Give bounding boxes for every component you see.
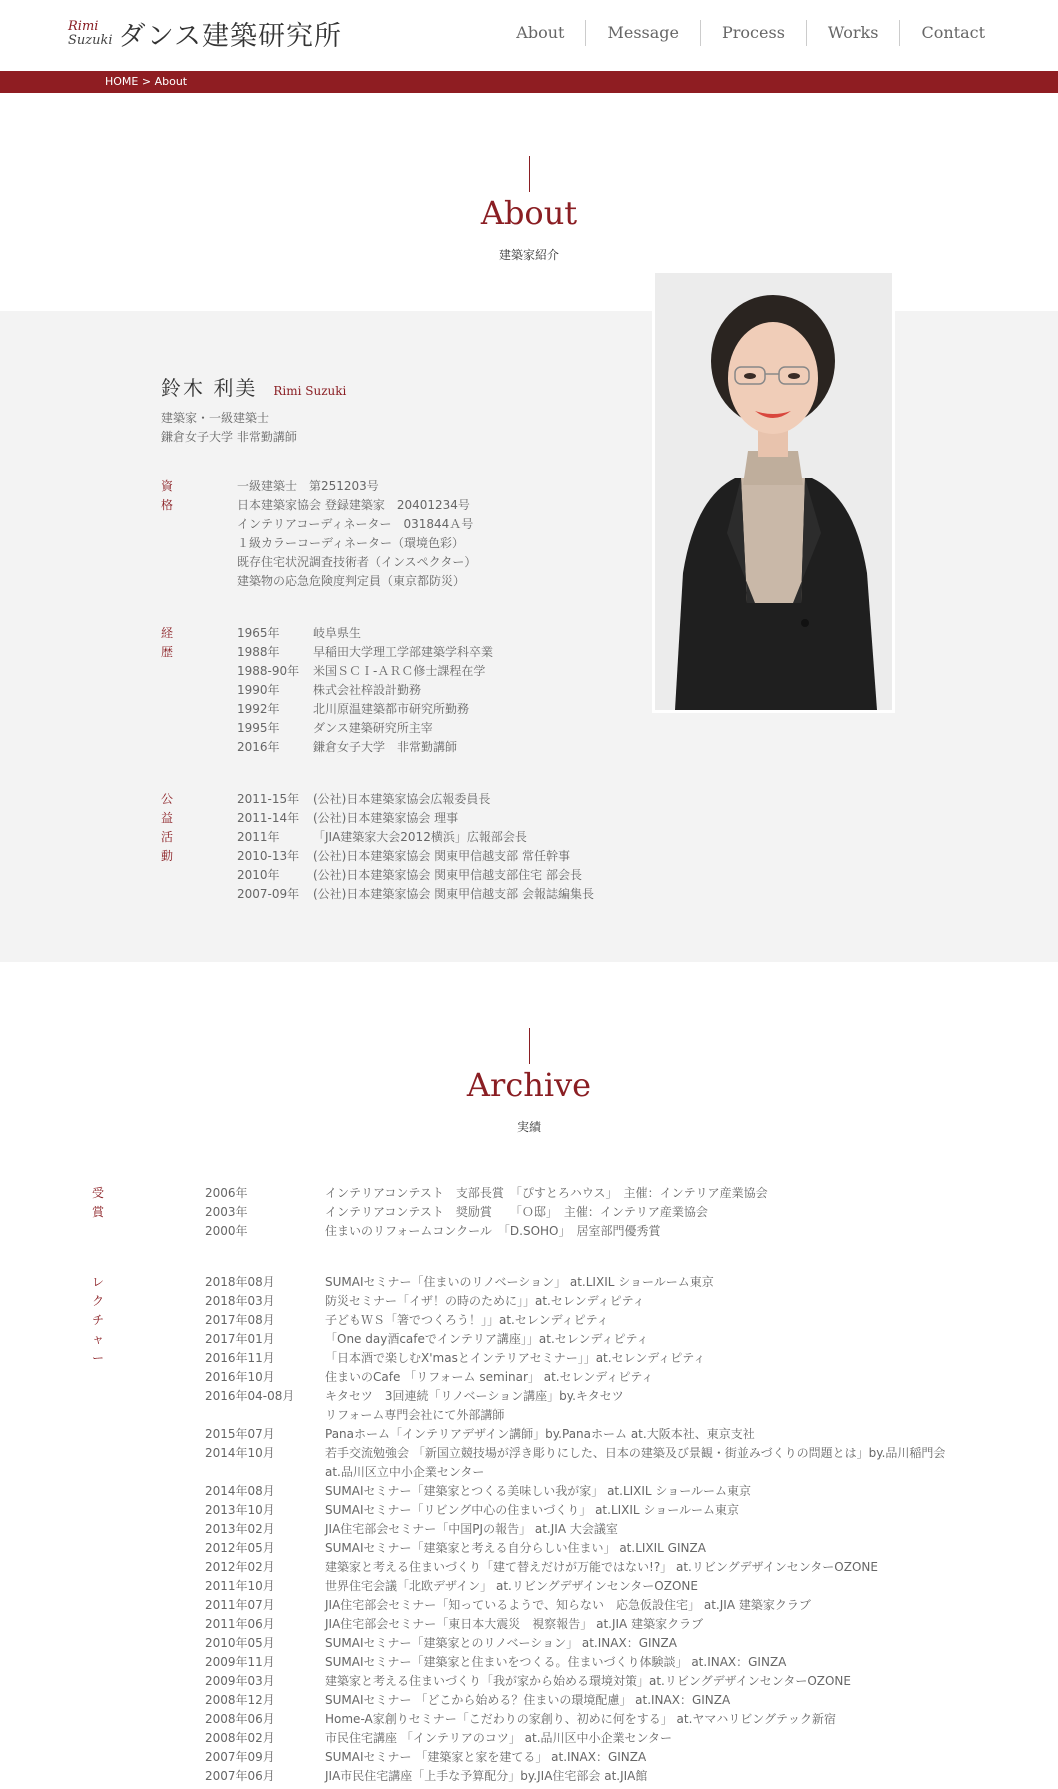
lecture-date: 2016年11月 — [205, 1351, 275, 1365]
breadcrumb-bar — [0, 71, 1058, 93]
career-row: 1965年 岐阜県生 — [237, 626, 362, 640]
lecture-row — [205, 1767, 945, 1786]
lecture-text: SUMAIセミナー「住まいのリノベーション」 at.LIXIL ショールーム東京 — [325, 1275, 714, 1289]
lecture-text: at.品川区立中小企業センター — [325, 1465, 485, 1479]
public-row: 2011-14年 (公社)日本建築家協会 理事 — [237, 811, 459, 825]
nav-about[interactable]: About — [516, 23, 565, 42]
lecture-date: 2007年06月 — [205, 1769, 275, 1783]
lecture-text: SUMAIセミナー「建築家と考える自分らしい住まい」 at.LIXIL GINZA — [325, 1541, 706, 1555]
portrait-image — [655, 273, 892, 710]
lectures-label: レクチャー — [92, 1275, 105, 1365]
career-row: 1990年 株式会社梓設計勤務 — [237, 683, 422, 697]
lecture-row — [205, 1520, 945, 1539]
lecture-row — [205, 1292, 945, 1311]
public-row: 2010年 (公社)日本建築家協会 関東甲信越支部住宅 部会長 — [237, 868, 582, 882]
lecture-text: SUMAIセミナー「リビング中心の住まいづくり」 at.LIXIL ショールーム東京 — [325, 1503, 739, 1517]
title-line: 鎌倉女子大学 非常勤講師 — [161, 430, 297, 444]
lecture-row — [205, 1463, 945, 1482]
lecture-text: 建築家と考える住まいづくり「我が家から始める環境対策」at.リビングデザインセンターOZONE — [325, 1674, 851, 1688]
lecture-row — [205, 1634, 945, 1653]
site-logo[interactable] — [68, 14, 342, 53]
archive-subtitle: 実績 — [516, 1120, 541, 1134]
lecture-date — [205, 1406, 325, 1425]
lecture-text: 住まいのCafe 「リフォーム seminar」 at.セレンディピティ — [325, 1370, 654, 1384]
breadcrumb[interactable]: HOME > About — [105, 75, 188, 88]
lecture-date: 2008年06月 — [205, 1712, 275, 1726]
qualifications-label: 資格 — [161, 479, 174, 512]
qualification-item: インテリアコーディネーター 031844Ａ号 — [237, 517, 474, 531]
lecture-row — [205, 1387, 945, 1406]
qualification-item: 一級建築士 第251203号 — [237, 479, 379, 493]
lecture-text: SUMAIセミナー 「どこから始める？住まいの環境配慮」 at.INAX：GINZA — [325, 1693, 731, 1707]
lecture-date: 2014年08月 — [205, 1484, 275, 1498]
lecture-date: 2012年05月 — [205, 1541, 275, 1555]
lecture-date: 2011年07月 — [205, 1598, 275, 1612]
lecture-text: 「日本酒で楽しむX'masとインテリアセミナー」」at.セレンディピティ — [325, 1351, 706, 1365]
lecture-date: 2011年10月 — [205, 1579, 275, 1593]
lecture-date: 2008年12月 — [205, 1693, 275, 1707]
lecture-text: リフォーム専門会社にて外部講師 — [325, 1408, 505, 1422]
lecture-row — [205, 1691, 945, 1710]
lecture-date: 2009年03月 — [205, 1674, 275, 1688]
lecture-row — [205, 1330, 945, 1349]
nav-process[interactable]: Process — [700, 20, 806, 46]
lecture-date: 2017年01月 — [205, 1332, 275, 1346]
lecture-date: 2014年10月 — [205, 1446, 275, 1460]
lecture-row — [205, 1482, 945, 1501]
architect-portrait — [652, 270, 895, 713]
qualification-item: １級カラーコーディネーター（環境色彩） — [237, 536, 465, 550]
lecture-row — [205, 1558, 945, 1577]
about-title: About — [480, 194, 578, 232]
lecture-row — [205, 1444, 945, 1463]
nav-message[interactable]: Message — [585, 20, 700, 46]
lecture-row — [205, 1501, 945, 1520]
lecture-date: 2013年02月 — [205, 1522, 275, 1536]
lecture-text: 建築家と考える住まいづくり「建て替えだけが万能ではない!?」 at.リビングデザインセンターOZONE — [325, 1560, 878, 1574]
public-activities-label: 公益活動 — [161, 792, 174, 863]
lecture-row — [205, 1596, 945, 1615]
lecture-date: 2016年04-08月 — [205, 1389, 295, 1403]
logo-mark-suzuki: Suzuki — [68, 32, 113, 48]
lecture-date: 2008年02月 — [205, 1731, 275, 1745]
lecture-date: 2012年02月 — [205, 1560, 275, 1574]
lecture-row — [205, 1539, 945, 1558]
nav-contact[interactable]: Contact — [899, 20, 1006, 46]
lecture-text: JIA住宅部会セミナー「中国PJの報告」 at.JIA 大会議室 — [325, 1522, 618, 1536]
about-heading — [0, 156, 1058, 263]
lecture-text: 「One day酒cafeでインテリア講座」」at.セレンディピティ — [325, 1332, 649, 1346]
logo-text: ダンス建築研究所 — [118, 21, 343, 52]
lecture-date: 2016年10月 — [205, 1370, 275, 1384]
career-row: 1995年 ダンス建築研究所主宰 — [237, 721, 433, 735]
qualification-item: 既存住宅状況調査技術者（インスペクター） — [237, 555, 477, 569]
lecture-date: 2018年08月 — [205, 1275, 275, 1289]
award-row: 2000年 住まいのリフォームコンクール 「D.SOHO」 居室部門優秀賞 — [205, 1224, 661, 1238]
heading-divider — [529, 1028, 530, 1064]
lecture-text: 若手交流勉強会 「新国立競技場が浮き彫りにした、日本の建築及び景観・街並みづくりの問題とは」by.品川稲門会 — [325, 1446, 946, 1460]
lecture-date — [205, 1463, 325, 1482]
archive-heading — [0, 1028, 1058, 1135]
lecture-text: 世界住宅会議「北欧デザイン」 at.リビングデザインセンターOZONE — [325, 1579, 698, 1593]
lecture-date: 2010年05月 — [205, 1636, 275, 1650]
lecture-date: 2007年09月 — [205, 1750, 275, 1764]
lecture-text: JIA住宅部会セミナー「東日本大震災 視察報告」 at.JIA 建築家クラブ — [325, 1617, 704, 1631]
lecture-text: 防災セミナー「イザ！の時のために」」at.セレンディピティ — [325, 1294, 645, 1308]
architect-titles — [161, 409, 297, 447]
qualification-item: 建築物の応急危険度判定員（東京都防災） — [237, 574, 466, 588]
architect-name — [161, 372, 346, 401]
logo-mark-rimi: Rimi — [68, 18, 99, 34]
lecture-text: Home-A家創りセミナー「こだわりの家創り、初めに何をする」 at.ヤマハリビングテック新宿 — [325, 1712, 837, 1726]
career-row: 1992年 北川原温建築都市研究所勤務 — [237, 702, 470, 716]
lecture-text: 子どもＷＳ「箸でつくろう！」」at.セレンディピティ — [325, 1313, 609, 1327]
lecture-row — [205, 1653, 945, 1672]
career-row: 1988-90年 米国ＳＣＩ-ＡＲＣ修士課程在学 — [237, 664, 486, 678]
public-row: 2011年 「JIA建築家大会2012横浜」広報部会長 — [237, 830, 527, 844]
name-japanese: 鈴木 利美 — [161, 376, 258, 400]
title-line: 建築家・一級建築士 — [161, 411, 270, 425]
lecture-row — [205, 1311, 945, 1330]
site-header — [0, 0, 1058, 71]
lecture-row — [205, 1425, 945, 1444]
main-nav — [495, 20, 1006, 46]
award-row: 2006年 インテリアコンテスト 支部長賞 「ぴすとろハウス」 主催：インテリア産業協会 — [205, 1186, 768, 1200]
lecture-text: JIA住宅部会セミナー「知っているようで、知らない 応急仮設住宅」 at.JIA 建築家クラブ — [325, 1598, 811, 1612]
about-subtitle: 建築家紹介 — [498, 248, 559, 262]
lecture-date: 2011年06月 — [205, 1617, 275, 1631]
lecture-row — [205, 1672, 945, 1691]
lecture-text: SUMAIセミナー「建築家とのリノベーション」 at.INAX：GINZA — [325, 1636, 677, 1650]
lecture-row — [205, 1710, 945, 1729]
lecture-text: SUMAIセミナー「建築家とつくる美味しい我が家」 at.LIXIL ショールーム東京 — [325, 1484, 751, 1498]
career-row: 2016年 鎌倉女子大学 非常勤講師 — [237, 740, 458, 754]
heading-divider — [529, 156, 530, 192]
qualification-item: 日本建築家協会 登録建築家 20401234号 — [237, 498, 470, 512]
lecture-text: JIA市民住宅講座「上手な予算配分」by.JIA住宅部会 at.JIA館 — [325, 1769, 648, 1783]
name-english: Rimi Suzuki — [273, 384, 347, 398]
career-label: 経歴 — [161, 626, 174, 659]
lecture-row — [205, 1349, 945, 1368]
lecture-row — [205, 1273, 945, 1292]
lecture-date: 2009年11月 — [205, 1655, 275, 1669]
archive-title: Archive — [466, 1066, 592, 1104]
lecture-date: 2015年07月 — [205, 1427, 275, 1441]
lecture-date: 2017年08月 — [205, 1313, 275, 1327]
lecture-text: 市民住宅講座 「インテリアのコツ」 at.品川区中小企業センター — [325, 1731, 673, 1745]
lecture-date: 2018年03月 — [205, 1294, 275, 1308]
public-row: 2010-13年 (公社)日本建築家協会 関東甲信越支部 常任幹事 — [237, 849, 570, 863]
lecture-text: Panaホーム「インテリアデザイン講師」by.Panaホーム at.大阪本社、東京支社 — [325, 1427, 755, 1441]
lecture-row — [205, 1368, 945, 1387]
lecture-row — [205, 1748, 945, 1767]
lecture-date: 2013年10月 — [205, 1503, 275, 1517]
lecture-text: SUMAIセミナー「建築家と住まいをつくる。住まいづくり体験談」 at.INAX：GINZA — [325, 1655, 787, 1669]
lecture-row — [205, 1577, 945, 1596]
awards-label: 受賞 — [92, 1186, 105, 1219]
nav-works[interactable]: Works — [806, 20, 900, 46]
lecture-row — [205, 1729, 945, 1748]
public-row: 2007-09年 (公社)日本建築家協会 関東甲信越支部 会報誌編集長 — [237, 887, 594, 901]
lecture-row — [205, 1406, 945, 1425]
lecture-text: キタセツ 3回連続「リノベーション講座」by.キタセツ — [325, 1389, 624, 1403]
public-row: 2011-15年 (公社)日本建築家協会広報委員長 — [237, 792, 491, 806]
lecture-text: SUMAIセミナー 「建築家と家を建てる」 at.INAX：GINZA — [325, 1750, 647, 1764]
career-row: 1988年 早稲田大学理工学部建築学科卒業 — [237, 645, 494, 659]
award-row: 2003年 インテリアコンテスト 奨励賞 「Ｏ邸」 主催：インテリア産業協会 — [205, 1205, 708, 1219]
lecture-row — [205, 1615, 945, 1634]
logo-mark — [68, 20, 113, 48]
